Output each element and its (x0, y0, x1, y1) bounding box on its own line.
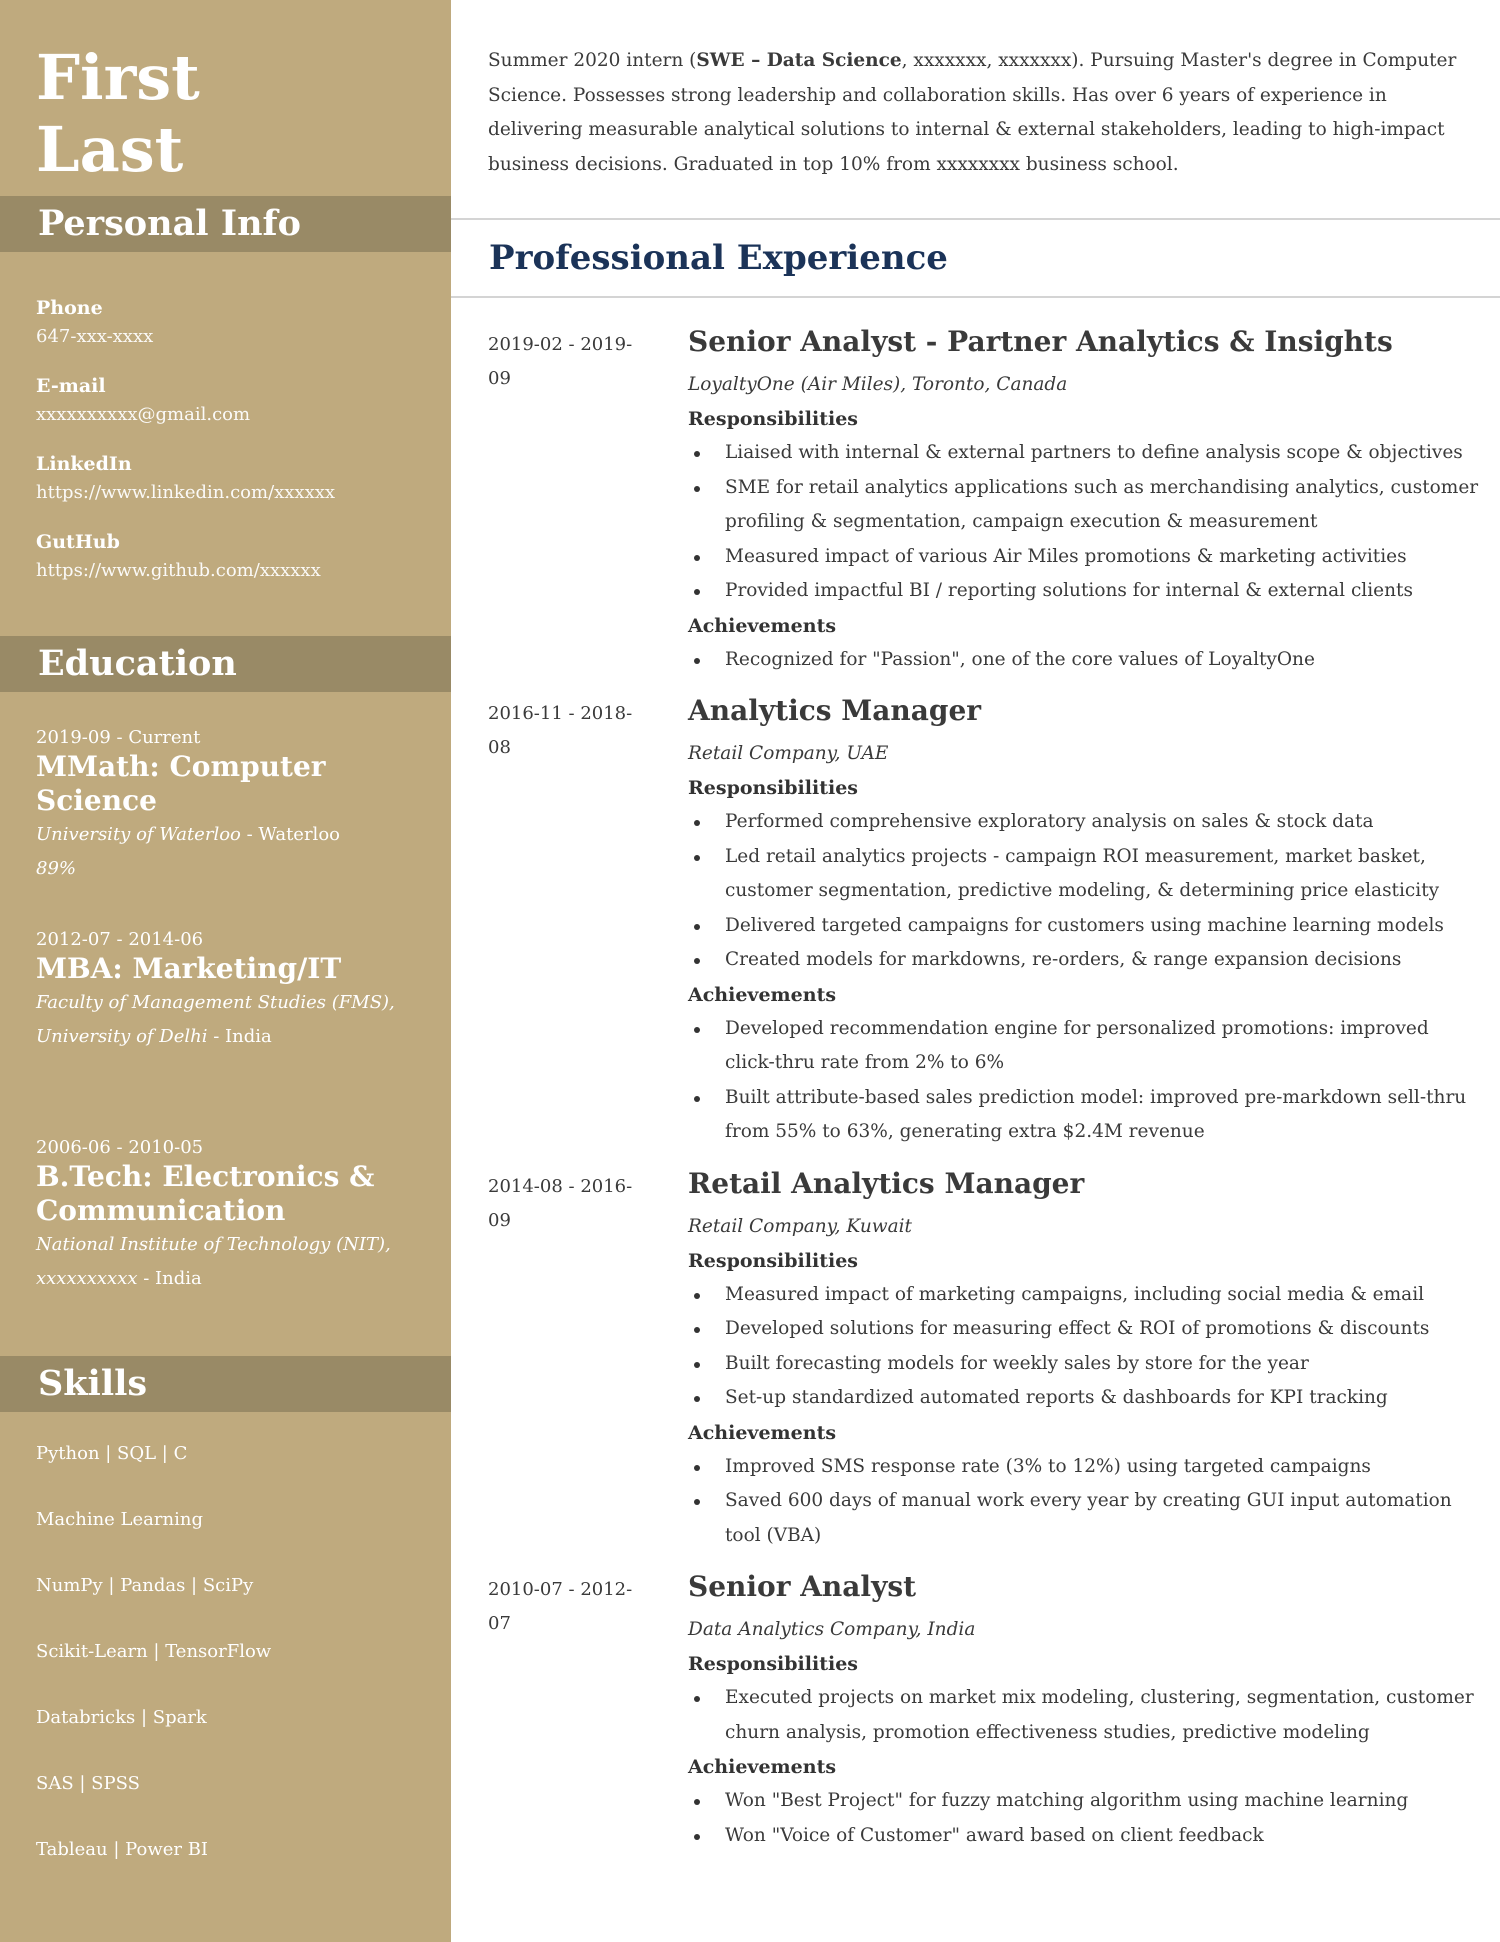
education-item (36, 726, 415, 886)
experience-list (451, 298, 1500, 1853)
responsibility-item: Performed comprehensive exploratory analysis on sales & stock data (725, 805, 1480, 840)
achievements-list (688, 643, 1480, 678)
skill-item: Python | SQL | C (36, 1443, 188, 1464)
responsibilities-list (688, 436, 1480, 609)
achievement-item: Improved SMS response rate (3% to 12%) using targeted campaigns (725, 1450, 1480, 1485)
job-dates: 2019-02 - 2019-09 (488, 334, 633, 389)
info-item-email (36, 372, 415, 430)
achievement-item: Saved 600 days of manual work every year by creating GUI input automation tool (VBA) (725, 1484, 1480, 1553)
phone-value: 647-xxx-xxxx (36, 326, 154, 347)
education-degree: MMath: Computer Science (36, 750, 326, 817)
achievement-item: Recognized for "Passion", one of the core values of LoyaltyOne (725, 643, 1480, 678)
achievements-heading: Achievements (688, 1421, 837, 1444)
main-content (451, 0, 1500, 1942)
github-link[interactable]: https://www.github.com/xxxxxx (36, 560, 321, 581)
education-degree: B.Tech: Electronics & (36, 1160, 375, 1193)
job-title: Retail Analytics Manager (688, 1166, 1085, 1200)
education-item (36, 928, 415, 1094)
responsibility-item: Executed projects on market mix modeling, clustering, segmentation, customer churn analysis, promotion effectiveness studies, predictive modeling (725, 1681, 1480, 1750)
first-name: First (36, 41, 200, 114)
achievement-item: Built attribute-based sales prediction model: improved pre-markdown sell-thru from 55% to 63%, generating extra $2.4M revenue (725, 1081, 1480, 1150)
email-value: xxxxxxxxxx@gmail.com (36, 404, 251, 425)
job-dates: 2014-08 - 2016-09 (488, 1175, 633, 1231)
personal-info-heading: Personal Info (0, 196, 451, 252)
education-school (36, 1228, 415, 1262)
education-heading: Education (0, 636, 451, 692)
info-label: LinkedIn (36, 453, 132, 475)
job-company: Retail Company, UAE (688, 743, 889, 764)
job-details (688, 318, 1480, 677)
job-details (688, 687, 1480, 1150)
last-name: Last (36, 113, 184, 186)
achievements-heading: Achievements (688, 1756, 837, 1778)
job-title: Analytics Manager (688, 694, 982, 727)
responsibilities-list (688, 1278, 1480, 1416)
responsibility-item: Built forecasting models for weekly sales by store for the year (725, 1347, 1480, 1382)
achievements-heading: Achievements (688, 614, 837, 637)
experience-heading: Professional Experience (451, 218, 1500, 298)
school-location: - Waterloo (240, 824, 340, 845)
responsibilities-heading: Responsibilities (688, 408, 858, 430)
job-title: Senior Analyst (688, 1570, 917, 1603)
info-item-phone (36, 294, 415, 352)
achievements-heading: Achievements (688, 983, 837, 1006)
responsibility-item: Liaised with internal & external partners to define analysis scope & objectives (725, 436, 1480, 471)
summary (451, 0, 1500, 218)
school-name: National Institute of Technology (NIT), (36, 1234, 391, 1255)
sidebar (0, 0, 451, 1942)
skills-list (0, 1412, 451, 1902)
linkedin-link[interactable]: https://www.linkedin.com/xxxxxx (36, 482, 336, 503)
education-school (36, 818, 415, 852)
job-details (688, 1563, 1480, 1853)
education-dates: 2006-06 - 2010-05 (36, 1137, 204, 1158)
skill-item: Machine Learning (36, 1509, 203, 1530)
education-school (36, 986, 415, 1020)
personal-info-list (0, 252, 451, 636)
education-degree: Communication (36, 1194, 286, 1227)
experience-item (488, 687, 1480, 1150)
responsibility-item: Set-up standardized automated reports & dashboards for KPI tracking (725, 1381, 1480, 1416)
school-name: University of Delhi (36, 1026, 208, 1047)
responsibility-item: Provided impactful BI / reporting solutions for internal & external clients (725, 574, 1480, 609)
achievement-item: Developed recommendation engine for personalized promotions: improved click-thru rate from 2% to 6% (725, 1012, 1480, 1081)
responsibility-item: Delivered targeted campaigns for customers using machine learning models (725, 909, 1480, 944)
school-name: Faculty of Management Studies (FMS), (36, 992, 395, 1013)
responsibilities-list (688, 805, 1480, 978)
experience-item (488, 1160, 1480, 1554)
job-company: LoyaltyOne (Air Miles), Toronto, Canada (688, 374, 1068, 395)
info-item-linkedin (36, 450, 415, 508)
education-item (36, 1136, 415, 1296)
job-dates: 2010-07 - 2012-07 (488, 1579, 633, 1634)
achievements-list (688, 1784, 1480, 1853)
school-location: - India (207, 1026, 272, 1047)
school-name: University of Waterloo (36, 824, 241, 845)
candidate-name (0, 0, 451, 196)
info-label: GutHub (36, 531, 120, 553)
responsibility-item: SME for retail analytics applications such as merchandising analytics, customer profiling & segmentation, campaign execution & measurement (725, 471, 1480, 540)
responsibilities-list (688, 1681, 1480, 1750)
summary-text: , xxxxxxx, xxxxxxx). Pursuing Master's degree in Computer Science. Possesses strong leadership and collaboration skills. Has over 6 years of experience in delivering measurable analytical solutions to internal & external stakeholders, leading to high-impact business decisions. Graduated in top 10% from xxxxxxxx business school. (488, 50, 1457, 175)
responsibility-item: Created models for markdowns, re-orders, & range expansion decisions (725, 943, 1480, 978)
education-school (36, 1262, 415, 1296)
responsibility-item: Led retail analytics projects - campaign ROI measurement, market basket, customer segmentation, predictive modeling, & determining price elasticity (725, 840, 1480, 909)
responsibilities-heading: Responsibilities (688, 1653, 858, 1675)
school-name: xxxxxxxxxx (36, 1268, 138, 1289)
job-company: Data Analytics Company, India (688, 1619, 976, 1640)
education-list (0, 692, 451, 1356)
job-title: Senior Analyst - Partner Analytics & Insights (688, 325, 1393, 358)
job-dates: 2016-11 - 2018-08 (488, 703, 633, 758)
education-degree: MBA: Marketing/IT (36, 952, 342, 985)
info-item-github (36, 528, 415, 586)
skills-heading: Skills (0, 1356, 451, 1412)
responsibilities-heading: Responsibilities (688, 777, 858, 799)
skill-item: Scikit-Learn | TensorFlow (36, 1641, 272, 1662)
experience-item (488, 1563, 1480, 1853)
achievement-item: Won "Best Project" for fuzzy matching algorithm using machine learning (725, 1784, 1480, 1819)
experience-item (488, 318, 1480, 677)
responsibilities-heading: Responsibilities (688, 1249, 858, 1272)
school-location: - India (137, 1268, 202, 1289)
education-dates: 2012-07 - 2014-06 (36, 929, 204, 950)
skill-item: SAS | SPSS (36, 1773, 140, 1794)
skill-item: Tableau | Power BI (36, 1839, 209, 1860)
achievements-list (688, 1012, 1480, 1150)
responsibility-item: Measured impact of marketing campaigns, including social media & email (725, 1278, 1480, 1313)
education-dates: 2019-09 - Current (36, 727, 201, 748)
responsibility-item: Developed solutions for measuring effect & ROI of promotions & discounts (725, 1312, 1480, 1347)
summary-role: SWE – Data Science (696, 50, 902, 71)
responsibility-item: Measured impact of various Air Miles promotions & marketing activities (725, 540, 1480, 575)
skill-item: Databricks | Spark (36, 1707, 207, 1728)
achievements-list (688, 1450, 1480, 1554)
info-label: E-mail (36, 375, 106, 397)
info-label: Phone (36, 297, 103, 319)
skill-item: NumPy | Pandas | SciPy (36, 1575, 254, 1596)
job-company: Retail Company, Kuwait (688, 1215, 912, 1237)
achievement-item: Won "Voice of Customer" award based on client feedback (725, 1819, 1480, 1854)
education-school (36, 1020, 415, 1054)
job-details (688, 1160, 1480, 1554)
education-grade: 89% (36, 858, 77, 879)
summary-prefix: Summer 2020 intern ( (488, 50, 697, 71)
